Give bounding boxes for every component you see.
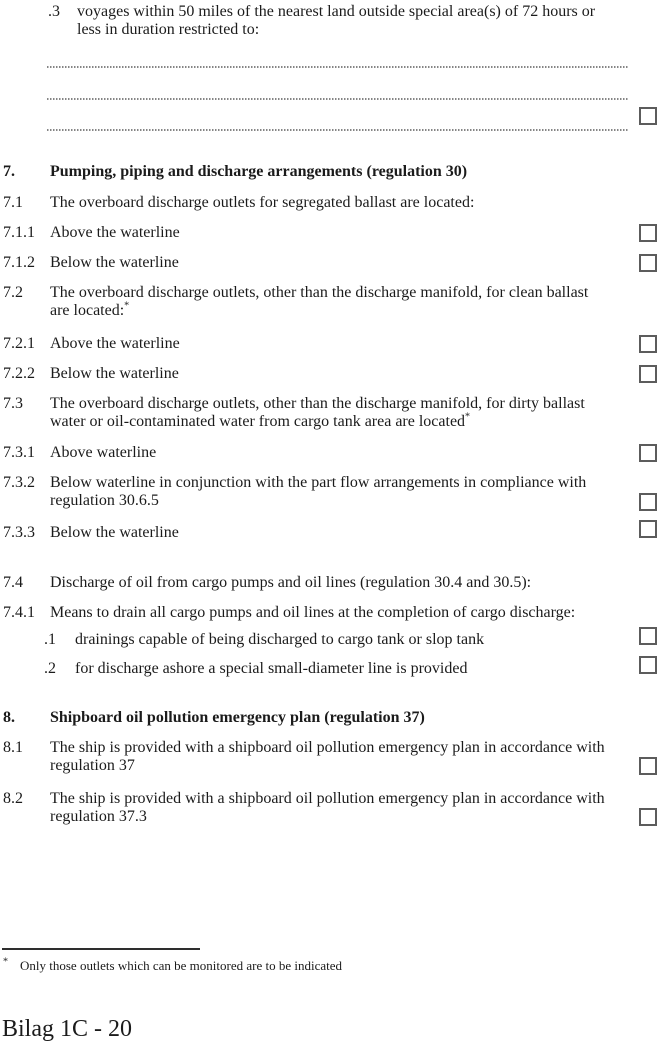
checkbox-7-1-1[interactable] [639,224,657,242]
answer-line-2[interactable] [47,98,628,100]
item-number: .3 [48,3,60,20]
checkbox-7-3-1[interactable] [639,444,657,462]
footnote-marker: * [465,411,471,423]
item-number: 7.3 [3,395,23,412]
checkbox-7-4-1-2[interactable] [639,656,657,674]
item-number: 7.2 [3,284,23,301]
item-text: Discharge of oil from cargo pumps and oil lines (regulation 30.4 and 30.5): [50,574,532,591]
footnote-marker: * [3,956,8,968]
item-text [50,395,585,431]
item-text: for discharge ashore a special small-diameter line is provided [75,660,468,677]
item-text-line: water or oil-contaminated water from cargo tank area are located [50,413,466,430]
checkbox-7-1-2[interactable] [639,254,657,272]
item-number: .1 [44,631,56,648]
item-text: Above waterline [50,444,157,461]
checkbox-7-2-2[interactable] [639,365,657,383]
item-text [77,3,595,39]
checkbox-8-1[interactable] [639,757,657,775]
footnote-divider [2,948,200,950]
checkbox-7-2-1[interactable] [639,335,657,353]
section-number: 8. [3,709,15,726]
item-number: 7.1.1 [3,224,35,241]
item-text [50,474,586,510]
item-number: 7.4.1 [3,604,35,621]
item-number: 7.1.2 [3,254,35,271]
item-text [50,739,605,775]
footnote-text: Only those outlets which can be monitored are to be indicated [20,958,343,973]
item-text: drainings capable of being discharged to cargo tank or slop tank [75,631,485,648]
item-number: 7.3.1 [3,444,35,461]
item-number: 7.1 [3,194,23,211]
item-text [50,790,605,826]
checkbox-voyages[interactable] [639,107,657,125]
item-text: Below the waterline [50,365,179,382]
item-number: 8.1 [3,739,23,756]
footnote-marker: * [124,300,130,312]
section-number: 7. [3,163,15,180]
item-number: 7.3.3 [3,524,35,541]
item-text: Above the waterline [50,224,180,241]
checkbox-8-2[interactable] [639,808,657,826]
section-title: Pumping, piping and discharge arrangements (regulation 30) [50,163,468,180]
checkbox-7-3-2[interactable] [639,493,657,511]
item-number: 7.3.2 [3,474,35,491]
item-text: The overboard discharge outlets for segregated ballast are located: [50,194,475,211]
page-number: Bilag 1C - 20 [2,1016,132,1042]
checkbox-7-4-1-1[interactable] [639,627,657,645]
item-number: 7.2.2 [3,365,35,382]
footnote [3,958,342,974]
answer-line-1[interactable] [47,66,628,68]
item-text-line: regulation 30.6.5 [50,492,159,509]
item-text-line: The overboard discharge outlets, other than the discharge manifold, for dirty ballast [50,395,585,412]
item-text-line: regulation 37 [50,757,135,774]
answer-line-3[interactable] [47,129,628,131]
item-text: Means to drain all cargo pumps and oil lines at the completion of cargo discharge: [50,604,576,621]
item-text: Above the waterline [50,335,180,352]
item-text-line: regulation 37.3 [50,808,147,825]
item-text: Below the waterline [50,254,179,271]
item-number: .2 [44,660,56,677]
item-text-line: voyages within 50 miles of the nearest land outside special area(s) of 72 hours or [77,3,596,20]
item-text-line: are located: [50,302,125,319]
item-text-line: The ship is provided with a shipboard oil pollution emergency plan in accordance with [50,739,605,756]
item-text: Below the waterline [50,524,179,541]
item-text-line: less in duration restricted to: [77,21,260,38]
item-text [50,284,588,320]
item-number: 7.2.1 [3,335,35,352]
item-number: 8.2 [3,790,23,807]
item-number: 7.4 [3,574,23,591]
item-text-line: Below waterline in conjunction with the part flow arrangements in compliance with [50,474,587,491]
item-text-line: The overboard discharge outlets, other than the discharge manifold, for clean ballast [50,284,589,301]
item-text-line: The ship is provided with a shipboard oil pollution emergency plan in accordance with [50,790,605,807]
section-title: Shipboard oil pollution emergency plan (regulation 37) [50,709,425,726]
checkbox-7-3-3[interactable] [639,520,657,538]
